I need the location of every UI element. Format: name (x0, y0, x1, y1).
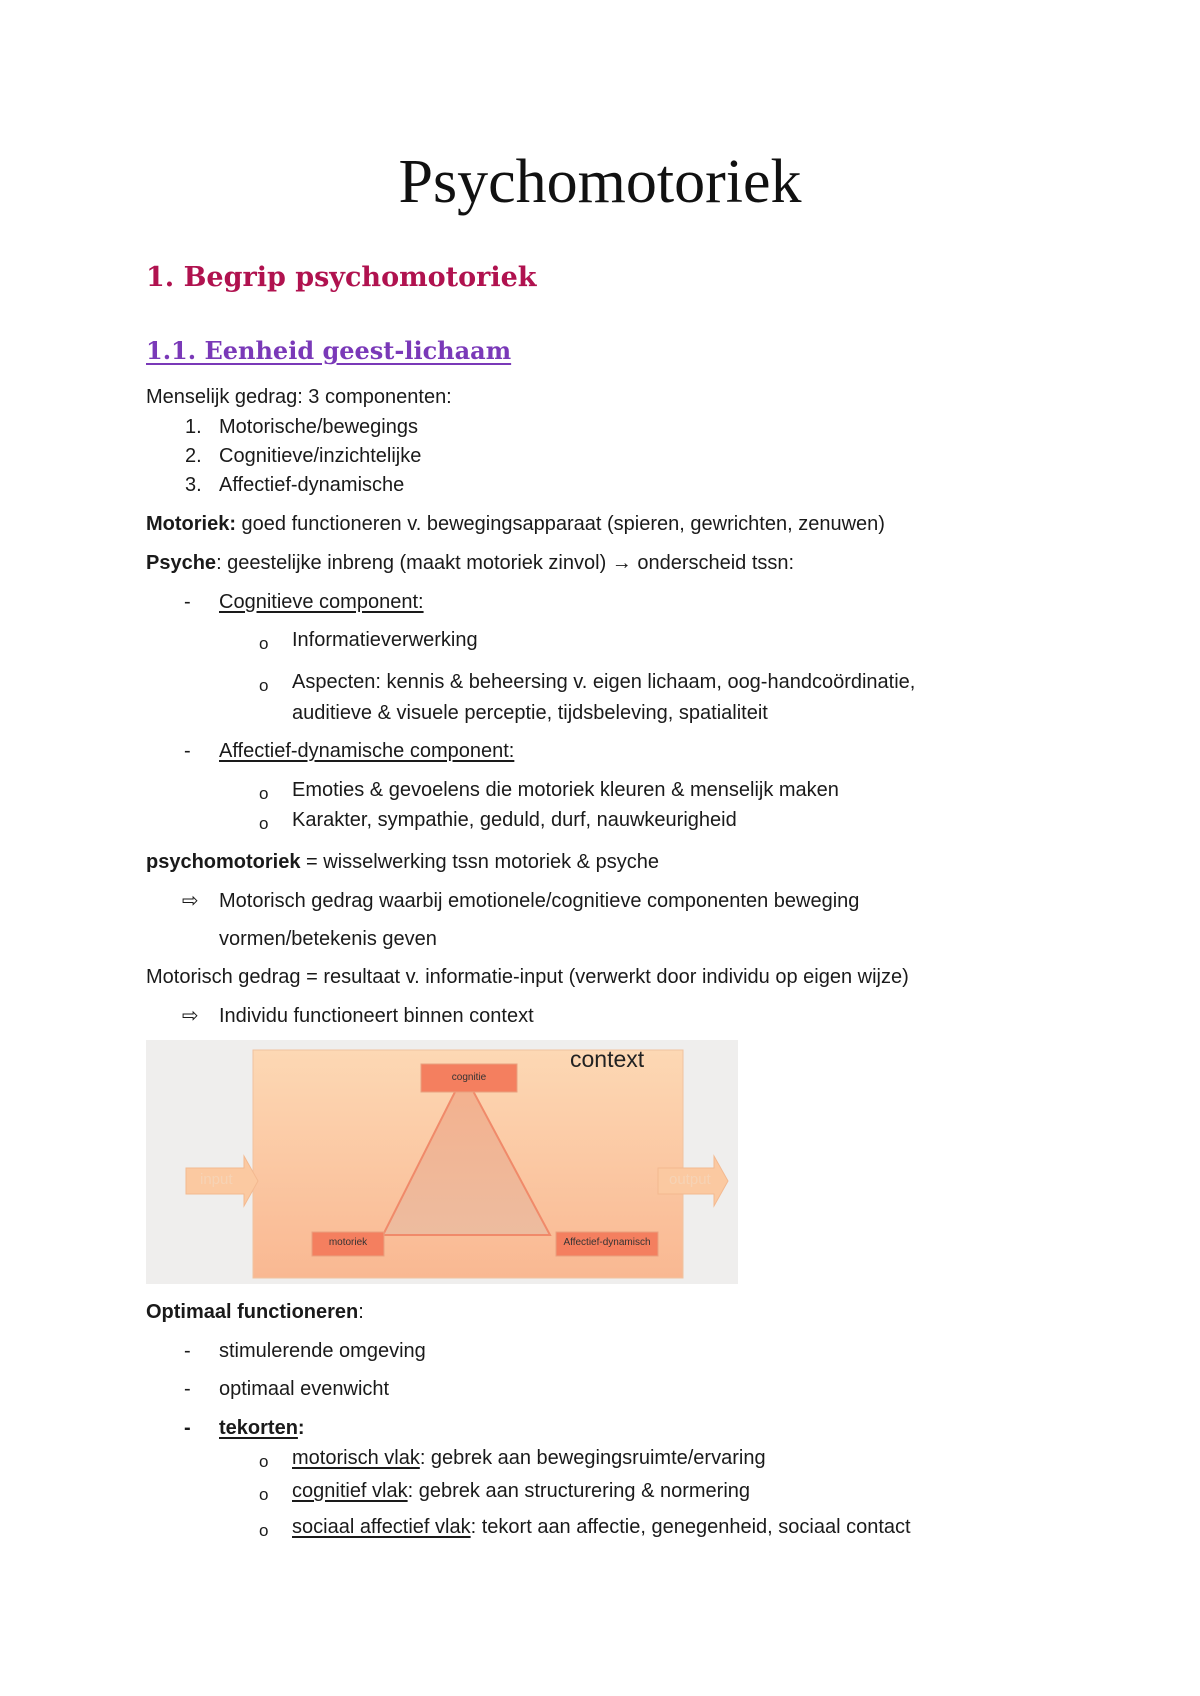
description: : tekort aan affectie, genegenheid, sociaal contact (470, 1516, 911, 1538)
list-item: Informatieverwerking (292, 629, 478, 651)
circle-bullet: o (259, 1521, 269, 1540)
intro-text: Menselijk gedrag: 3 componenten: (146, 386, 452, 408)
definition: : geestelijke inbreng (maakt motoriek zinvol) → onderscheid tssn: (216, 552, 795, 574)
motoriek-definition (146, 511, 885, 537)
list-item: Motorische/bewegings (219, 416, 418, 438)
circle-bullet: o (259, 676, 269, 695)
description: : gebrek aan bewegingsruimte/ervaring (419, 1447, 766, 1469)
list-number: 2. (185, 445, 202, 467)
input-label: input (200, 1171, 233, 1188)
motorisch-gedrag: Motorisch gedrag = resultaat v. informatie-input (verwerkt door individu op eigen wijze) (146, 966, 909, 988)
arrow-icon: ⇨ (182, 1005, 199, 1027)
circle-bullet: o (259, 634, 269, 653)
term: tekorten (219, 1417, 298, 1439)
tekort-item (292, 1478, 750, 1504)
area: cognitief vlak (292, 1480, 408, 1502)
definition: = wisselwerking tssn motoriek & psyche (300, 851, 659, 873)
dash-bullet: - (184, 1417, 191, 1439)
list-number: 3. (185, 474, 202, 496)
term: Optimaal functioneren (146, 1301, 359, 1323)
output-label: output (669, 1171, 711, 1188)
dash-bullet: - (184, 1340, 191, 1362)
term: Psyche (146, 552, 217, 574)
note-line: Motorisch gedrag waarbij emotionele/cognitieve componenten beweging (219, 890, 860, 912)
list-item: optimaal evenwicht (219, 1378, 390, 1400)
cognitive-label: Cognitieve component: (219, 591, 424, 613)
tekort-item (292, 1445, 766, 1471)
affectief-label: Affectief-dynamisch (563, 1237, 651, 1248)
circle-bullet: o (259, 1452, 269, 1471)
term: Motoriek: (146, 513, 236, 535)
tekort-item (292, 1514, 911, 1540)
list-item-continued: auditieve & visuele perceptie, tijdsbeleving, spatialiteit (292, 702, 768, 724)
context-label: context (570, 1046, 645, 1072)
dash-bullet: - (184, 591, 191, 613)
context-note: Individu functioneert binnen context (219, 1005, 534, 1027)
note-line: vormen/betekenis geven (219, 928, 437, 950)
psychomotoriek-definition (146, 849, 659, 875)
list-item: Emoties & gevoelens die motoriek kleuren & menselijk maken (292, 779, 839, 801)
circle-bullet: o (259, 784, 269, 803)
list-item: Aspecten: kennis & beheersing v. eigen lichaam, oog-handcoördinatie, (292, 671, 916, 693)
psyche-definition (146, 550, 794, 576)
area: sociaal affectief vlak (292, 1516, 471, 1538)
circle-bullet: o (259, 814, 269, 833)
motoriek-label: motoriek (328, 1237, 368, 1248)
page-title: Psychomotoriek (398, 148, 802, 216)
arrow-icon: ⇨ (182, 890, 199, 912)
tekorten-label (219, 1415, 305, 1441)
list-item: stimulerende omgeving (219, 1340, 426, 1362)
psychomotor-context-diagram (146, 1040, 738, 1284)
list-item: Cognitieve/inzichtelijke (219, 445, 422, 467)
term: psychomotoriek (146, 851, 301, 873)
description: : gebrek aan structurering & normering (407, 1480, 751, 1502)
optimaal-heading (146, 1299, 364, 1325)
dash-bullet: - (184, 740, 191, 762)
section-heading-1-1: 1.1. Eenheid geest-lichaam (146, 336, 512, 365)
cognitie-label: cognitie (451, 1072, 487, 1083)
section-heading-1: 1. Begrip psychomotoriek (146, 262, 537, 293)
colon: : (297, 1417, 305, 1439)
list-item: Affectief-dynamische (219, 474, 405, 496)
circle-bullet: o (259, 1485, 269, 1504)
affective-label: Affectief-dynamische component: (219, 740, 515, 762)
list-number: 1. (185, 416, 202, 438)
list-item: Karakter, sympathie, geduld, durf, nauwkeurigheid (292, 809, 737, 831)
definition: goed functioneren v. bewegingsapparaat (spieren, gewrichten, zenuwen) (236, 513, 885, 535)
colon: : (358, 1301, 364, 1323)
dash-bullet: - (184, 1378, 191, 1400)
area: motorisch vlak (292, 1447, 420, 1469)
